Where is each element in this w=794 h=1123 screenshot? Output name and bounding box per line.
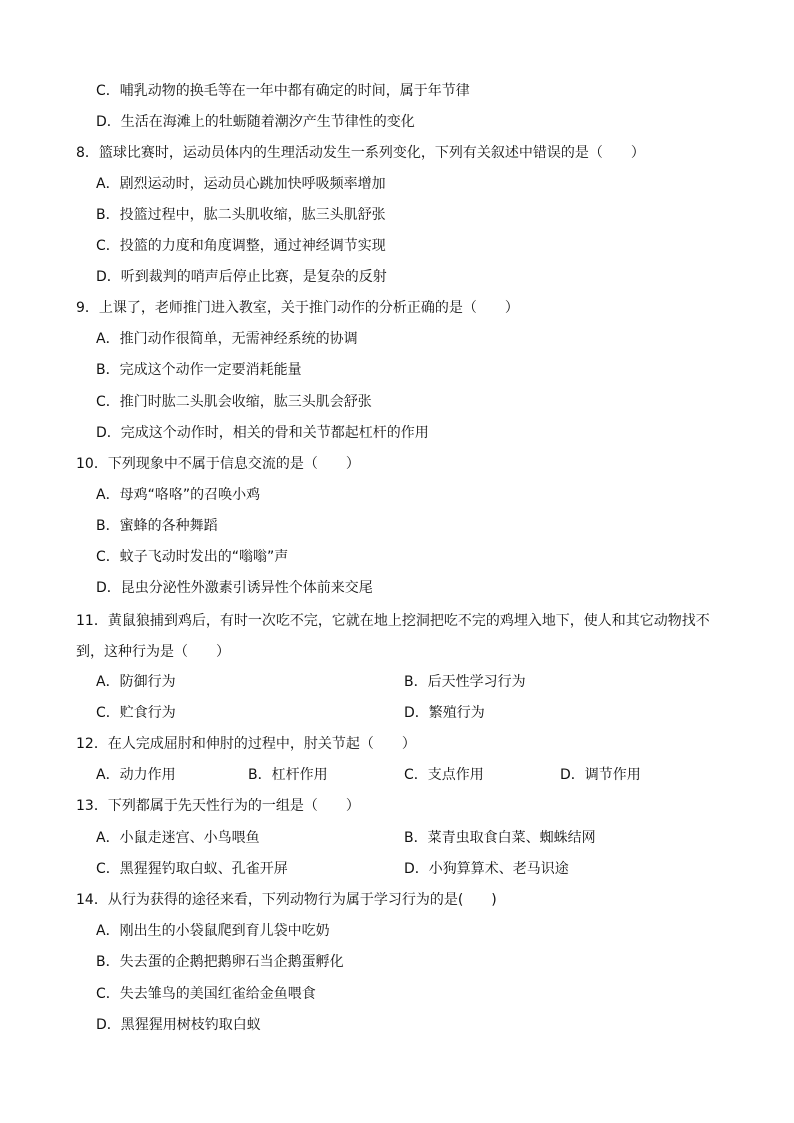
q14-option-d: D．黑猩猩用树枝钓取白蚁 [96,1017,261,1033]
q10-option-c: C．蚊子飞动时发出的“嗡嗡”声 [96,549,289,565]
q9-option-c: C．推门时肱二头肌会收缩，肱三头肌会舒张 [96,394,372,410]
q13-stem: 13．下列都属于先天性行为的一组是（ ） [76,798,360,814]
q10-option-d: D．昆虫分泌性外激素引诱异性个体前来交尾 [96,580,373,596]
q9-option-d: D．完成这个动作时，相关的骨和关节都起杠杆的作用 [96,425,429,441]
q7-option-d: D．生活在海滩上的牡蛎随着潮汐产生节律性的变化 [96,114,415,130]
q13-option-b: B．菜青虫取食白菜、蜘蛛结网 [404,830,596,846]
q9-stem: 9．上课了，老师推门进入教室，关于推门动作的分析正确的是（ ） [76,300,519,316]
q8-option-d: D．听到裁判的哨声后停止比赛，是复杂的反射 [96,269,387,285]
q8-option-c: C．投篮的力度和角度调整，通过神经调节实现 [96,238,386,254]
q12-option-b: B．杠杆作用 [248,767,328,783]
q11-option-a: A．防御行为 [96,674,176,690]
q8-stem: 8．篮球比赛时，运动员体内的生理活动发生一系列变化，下列有关叙述中错误的是（ ） [76,145,645,161]
q14-stem: 14．从行为获得的途径来看，下列动物行为属于学习行为的是( ) [76,892,497,908]
q12-option-c: C．支点作用 [404,767,484,783]
q11-option-d: D．繁殖行为 [404,705,485,721]
q10-stem: 10．下列现象中不属于信息交流的是（ ） [76,456,360,472]
q9-option-a: A．推门动作很简单，无需神经系统的协调 [96,331,358,347]
q10-option-b: B．蜜蜂的各种舞蹈 [96,518,218,534]
q8-option-b: B．投篮过程中，肱二头肌收缩，肱三头肌舒张 [96,207,386,223]
q10-option-a: A．母鸡“咯咯”的召唤小鸡 [96,487,261,503]
q11-stem: 11．黄鼠狼捕到鸡后，有时一次吃不完，它就在地上挖洞把吃不完的鸡埋入地下，使人和其它动物找不到，这种行为是（ ） [76,613,710,660]
q12-stem: 12．在人完成屈肘和伸肘的过程中，肘关节起（ ） [76,736,416,752]
q14-option-b: B．失去蛋的企鹅把鹅卵石当企鹅蛋孵化 [96,954,344,970]
q8-option-a: A．剧烈运动时，运动员心跳加快呼吸频率增加 [96,176,386,192]
q9-option-b: B．完成这个动作一定要消耗能量 [96,362,302,378]
q14-option-c: C．失去雏鸟的美国红雀给金鱼喂食 [96,986,316,1002]
q12-option-d: D．调节作用 [560,767,641,783]
q13-option-a: A．小鼠走迷宫、小鸟喂鱼 [96,830,260,846]
q13-option-c: C．黑猩猩钓取白蚁、孔雀开屏 [96,861,288,877]
q11-option-b: B．后天性学习行为 [404,674,526,690]
q12-option-a: A．动力作用 [96,767,176,783]
q13-option-d: D．小狗算算术、老马识途 [404,861,569,877]
q14-option-a: A．刚出生的小袋鼠爬到育儿袋中吃奶 [96,923,330,939]
q11-option-c: C．贮食行为 [96,705,176,721]
q7-option-c: C．哺乳动物的换毛等在一年中都有确定的时间，属于年节律 [96,83,470,99]
